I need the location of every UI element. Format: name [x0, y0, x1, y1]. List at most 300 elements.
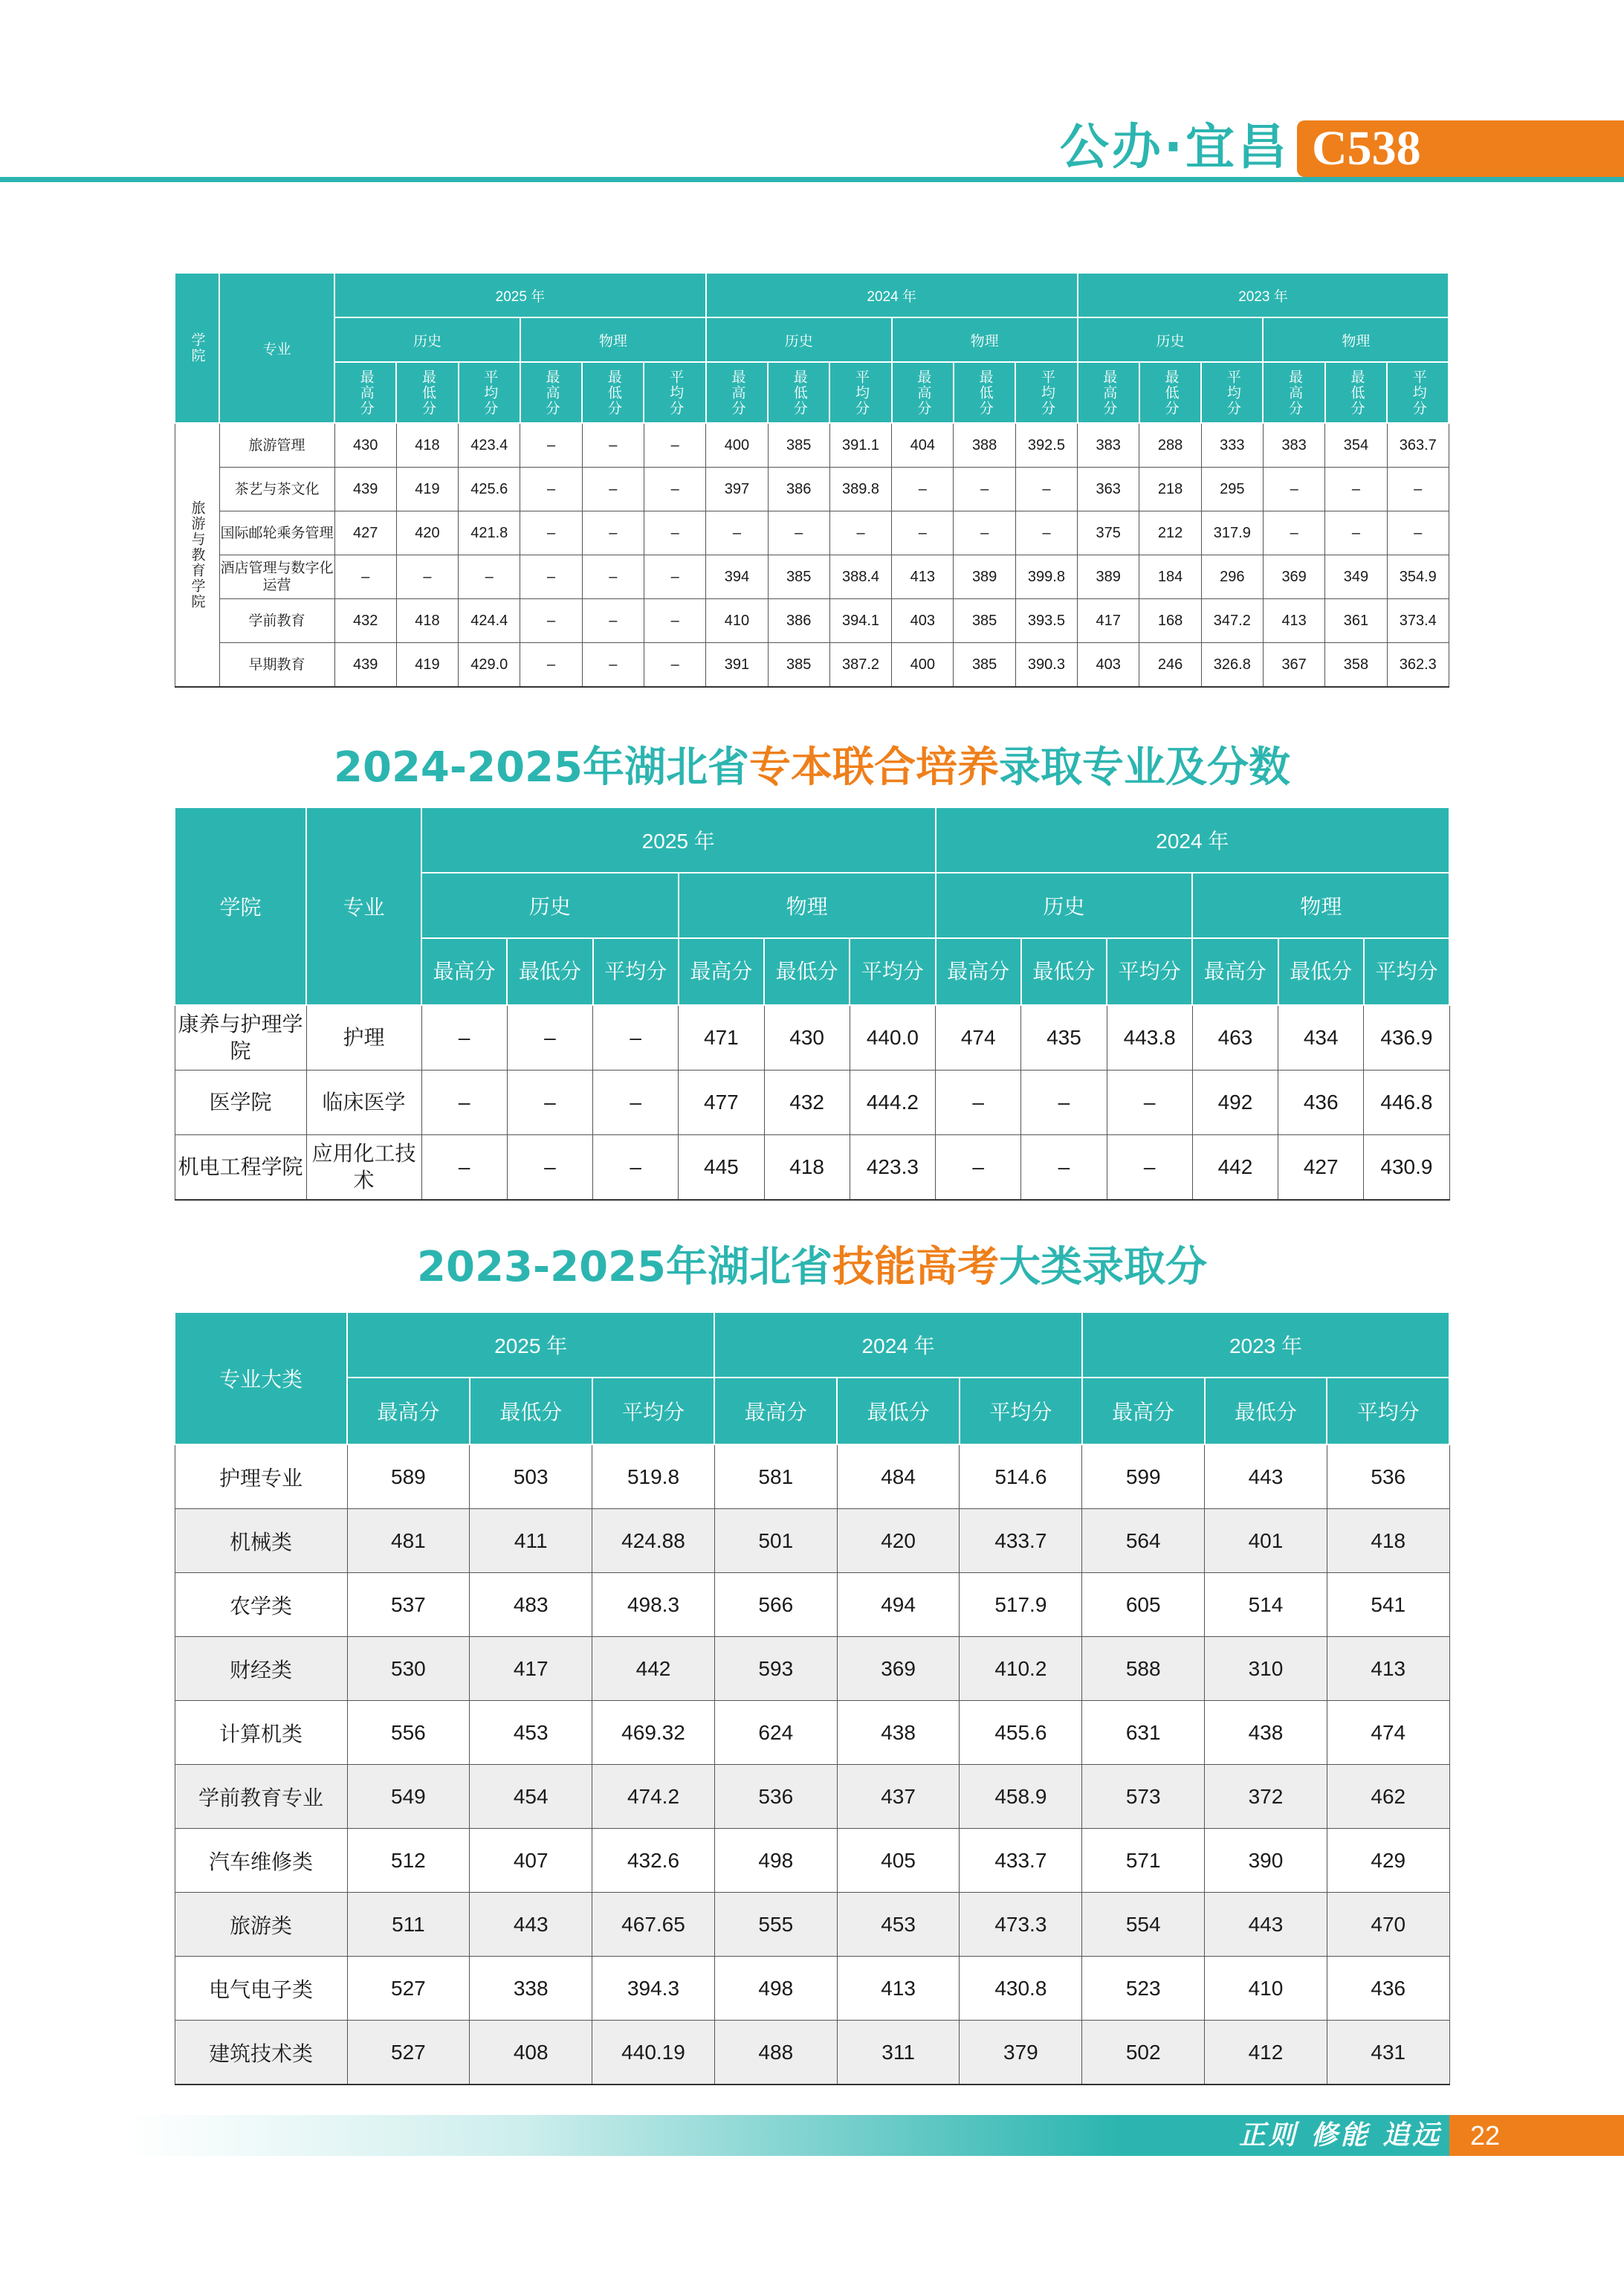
metric-header: 平均分: [1201, 362, 1263, 423]
score-cell: 471: [679, 1005, 764, 1071]
score-cell: 383: [1263, 423, 1324, 468]
table-row: [175, 1957, 1449, 2021]
subject-header: 物理: [892, 317, 1078, 362]
metric-header: 最低分: [954, 362, 1015, 423]
table-row: [175, 1135, 1449, 1201]
section-title-pre: 2024-2025年湖北省: [334, 743, 749, 792]
score-cell: –: [706, 511, 768, 555]
score-cell: 498.3: [592, 1573, 715, 1637]
metric-header: 平均分: [829, 362, 891, 423]
score-cell: 437: [837, 1765, 960, 1829]
score-cell: 523: [1082, 1957, 1205, 2021]
score-cell: 424.4: [459, 599, 520, 643]
score-cell: 184: [1139, 555, 1201, 599]
score-cell: 218: [1139, 468, 1201, 511]
score-cell: –: [644, 468, 705, 511]
score-cell: 564: [1082, 1509, 1205, 1573]
section-title-pre: 2023-2025年湖北省: [417, 1243, 832, 1291]
score-cell: 474: [936, 1005, 1021, 1071]
score-cell: –: [954, 511, 1015, 555]
metric-header: 最低分: [1278, 938, 1364, 1005]
score-cell: 417: [1078, 599, 1139, 643]
college-cell: 旅游与教育学院: [175, 423, 219, 687]
metric-header: 最低分: [764, 938, 850, 1005]
score-cell: –: [582, 555, 644, 599]
score-cell: 423.4: [459, 423, 520, 468]
score-cell: 421.8: [459, 511, 520, 555]
score-cell: 413: [892, 555, 954, 599]
score-cell: 310: [1205, 1637, 1327, 1701]
major-cell: 应用化工技术: [306, 1135, 421, 1201]
major-header: 专业: [219, 273, 334, 423]
score-cell: 433.7: [960, 1509, 1082, 1573]
score-cell: 379: [960, 2021, 1082, 2085]
score-cell: –: [892, 468, 954, 511]
score-cell: –: [936, 1071, 1021, 1135]
score-cell: –: [644, 643, 705, 688]
college-cell: 机电工程学院: [175, 1135, 306, 1201]
footer-page-badge: [1449, 2115, 1624, 2156]
score-cell: 399.8: [1015, 555, 1077, 599]
subject-header: 历史: [706, 317, 892, 362]
category-cell: 财经类: [175, 1637, 347, 1701]
score-cell: 363.7: [1387, 423, 1449, 468]
score-cell: 311: [837, 2021, 960, 2085]
score-cell: –: [892, 511, 954, 555]
college-header: 学院: [175, 807, 306, 1005]
score-cell: 410.2: [960, 1637, 1082, 1701]
score-cell: 467.65: [592, 1893, 715, 1957]
category-cell: 机械类: [175, 1509, 347, 1573]
metric-header: 最高分: [679, 938, 764, 1005]
score-cell: –: [520, 511, 582, 555]
score-cell: 624: [714, 1701, 837, 1765]
metric-header: 最高分: [936, 938, 1021, 1005]
category-cell: 建筑技术类: [175, 2021, 347, 2085]
score-cell: 246: [1139, 643, 1201, 688]
section-title-post: 录取专业及分数: [998, 743, 1290, 792]
score-cell: 433.7: [960, 1829, 1082, 1893]
year-header: 2025 年: [421, 807, 936, 873]
score-cell: 369: [1263, 555, 1324, 599]
score-cell: 361: [1325, 599, 1387, 643]
score-cell: 349: [1325, 555, 1387, 599]
score-cell: 514.6: [960, 1444, 1082, 1509]
score-cell: 362.3: [1387, 643, 1449, 688]
table-row: [175, 555, 1449, 599]
score-cell: 400: [892, 643, 954, 688]
score-cell: 391: [706, 643, 768, 688]
score-cell: 408: [470, 2021, 592, 2085]
score-cell: 556: [347, 1701, 470, 1765]
category-cell: 农学类: [175, 1573, 347, 1637]
metric-header: 平均分: [960, 1378, 1082, 1444]
score-cell: 391.1: [829, 423, 891, 468]
score-cell: 385: [768, 555, 829, 599]
score-cell: 419: [396, 643, 458, 688]
table-joint-training-scores: [174, 807, 1450, 1201]
metric-header: 最低分: [768, 362, 829, 423]
score-cell: 511: [347, 1893, 470, 1957]
score-cell: –: [1263, 468, 1324, 511]
score-cell: 385: [954, 643, 1015, 688]
score-cell: 605: [1082, 1573, 1205, 1637]
score-cell: 442: [592, 1637, 715, 1701]
score-cell: 470: [1327, 1893, 1449, 1957]
score-cell: 427: [334, 511, 396, 555]
score-cell: 394.1: [829, 599, 891, 643]
score-cell: 434: [1278, 1005, 1364, 1071]
score-cell: 442: [1192, 1135, 1278, 1201]
score-cell: 435: [1021, 1005, 1107, 1071]
score-cell: –: [582, 643, 644, 688]
score-cell: –: [459, 555, 520, 599]
score-cell: 338: [470, 1957, 592, 2021]
score-cell: 503: [470, 1444, 592, 1509]
score-cell: 418: [396, 423, 458, 468]
score-cell: –: [1021, 1071, 1107, 1135]
score-cell: 430: [764, 1005, 850, 1071]
score-cell: 326.8: [1201, 643, 1263, 688]
score-cell: 430.8: [960, 1957, 1082, 2021]
header-code-badge: [1297, 120, 1624, 177]
score-cell: 444.2: [850, 1071, 935, 1135]
score-cell: 631: [1082, 1701, 1205, 1765]
score-cell: 481: [347, 1509, 470, 1573]
score-cell: –: [1107, 1071, 1192, 1135]
score-cell: –: [593, 1005, 679, 1071]
score-cell: –: [421, 1005, 507, 1071]
subject-header: 物理: [1263, 317, 1449, 362]
score-cell: –: [1325, 468, 1387, 511]
metric-header: 最高分: [892, 362, 954, 423]
year-header: 2025 年: [334, 273, 706, 317]
score-cell: 410: [1205, 1957, 1327, 2021]
score-cell: 394: [706, 555, 768, 599]
score-cell: –: [644, 555, 705, 599]
score-cell: 418: [396, 599, 458, 643]
score-cell: –: [1015, 511, 1077, 555]
metric-header: 平均分: [1015, 362, 1077, 423]
category-cell: 电气电子类: [175, 1957, 347, 2021]
score-cell: –: [644, 511, 705, 555]
score-cell: 436: [1278, 1071, 1364, 1135]
table-row: [175, 1829, 1449, 1893]
score-cell: 403: [892, 599, 954, 643]
footer-motto: 正则 修能 追远: [1238, 2120, 1442, 2151]
score-cell: –: [421, 1135, 507, 1201]
table-row: [175, 1701, 1449, 1765]
metric-header: 最低分: [396, 362, 458, 423]
metric-header: 最高分: [421, 938, 507, 1005]
score-cell: 432: [334, 599, 396, 643]
score-cell: 417: [470, 1637, 592, 1701]
table-row: [175, 599, 1449, 643]
category-cell: 学前教育专业: [175, 1765, 347, 1829]
metric-header: 最高分: [1263, 362, 1324, 423]
table-skill-exam-scores: [174, 1311, 1450, 2085]
score-cell: 425.6: [459, 468, 520, 511]
score-cell: 420: [396, 511, 458, 555]
score-cell: 589: [347, 1444, 470, 1509]
score-cell: 363: [1078, 468, 1139, 511]
score-cell: –: [1107, 1135, 1192, 1201]
score-cell: 477: [679, 1071, 764, 1135]
score-cell: 296: [1201, 555, 1263, 599]
score-cell: –: [768, 511, 829, 555]
score-cell: 527: [347, 2021, 470, 2085]
metric-header: 最低分: [1139, 362, 1201, 423]
metric-header: 平均分: [1107, 938, 1192, 1005]
score-cell: 403: [1078, 643, 1139, 688]
score-cell: 566: [714, 1573, 837, 1637]
metric-header: 最低分: [582, 362, 644, 423]
major-cell: 旅游管理: [219, 423, 334, 468]
score-cell: 474.2: [592, 1765, 715, 1829]
score-cell: –: [829, 511, 891, 555]
subject-header: 历史: [334, 317, 520, 362]
score-cell: 411: [470, 1509, 592, 1573]
score-cell: 573: [1082, 1765, 1205, 1829]
table-row: [175, 1765, 1449, 1829]
score-cell: 443: [470, 1893, 592, 1957]
score-cell: 317.9: [1201, 511, 1263, 555]
score-cell: 369: [837, 1637, 960, 1701]
score-cell: –: [396, 555, 458, 599]
year-header: 2024 年: [714, 1312, 1081, 1378]
score-cell: 418: [764, 1135, 850, 1201]
metric-header: 最高分: [1078, 362, 1139, 423]
score-cell: 484: [837, 1444, 960, 1509]
metric-header: 最高分: [1082, 1378, 1205, 1444]
score-cell: –: [520, 423, 582, 468]
score-cell: 440.19: [592, 2021, 715, 2085]
score-cell: 430: [334, 423, 396, 468]
metric-header: 最低分: [1205, 1378, 1327, 1444]
score-cell: 436: [1327, 1957, 1449, 2021]
score-cell: 469.32: [592, 1701, 715, 1765]
table-row: [175, 1071, 1449, 1135]
score-cell: 401: [1205, 1509, 1327, 1573]
metric-header: 最低分: [1325, 362, 1387, 423]
score-cell: 445: [679, 1135, 764, 1201]
score-cell: 514: [1205, 1573, 1327, 1637]
score-cell: 295: [1201, 468, 1263, 511]
category-cell: 汽车维修类: [175, 1829, 347, 1893]
score-cell: –: [520, 599, 582, 643]
section-title-post: 大类录取分: [998, 1243, 1207, 1291]
score-cell: 599: [1082, 1444, 1205, 1509]
score-cell: 453: [470, 1701, 592, 1765]
table-row: [175, 1005, 1449, 1071]
score-cell: 536: [714, 1765, 837, 1829]
score-cell: 436.9: [1364, 1005, 1449, 1071]
subject-header: 历史: [1078, 317, 1264, 362]
score-cell: 492: [1192, 1071, 1278, 1135]
subject-header: 历史: [421, 873, 679, 938]
table-row: [175, 1893, 1449, 1957]
score-cell: –: [936, 1135, 1021, 1201]
table-row: [175, 468, 1449, 511]
major-cell: 国际邮轮乘务管理: [219, 511, 334, 555]
score-cell: 386: [768, 599, 829, 643]
score-cell: 502: [1082, 2021, 1205, 2085]
score-cell: –: [582, 599, 644, 643]
metric-header: 最高分: [334, 362, 396, 423]
score-cell: 488: [714, 2021, 837, 2085]
metric-header: 平均分: [1327, 1378, 1449, 1444]
score-cell: 439: [334, 468, 396, 511]
score-cell: –: [1015, 468, 1077, 511]
score-cell: 404: [892, 423, 954, 468]
score-cell: 390.3: [1015, 643, 1077, 688]
score-cell: 410: [706, 599, 768, 643]
table-row: [175, 1573, 1449, 1637]
score-cell: –: [1387, 468, 1449, 511]
score-cell: –: [520, 468, 582, 511]
score-cell: 554: [1082, 1893, 1205, 1957]
metric-header: 平均分: [644, 362, 705, 423]
score-cell: 413: [1327, 1637, 1449, 1701]
score-cell: –: [582, 423, 644, 468]
table-tourism-scores: [174, 272, 1449, 688]
score-cell: 453: [837, 1893, 960, 1957]
score-cell: 386: [768, 468, 829, 511]
score-cell: –: [507, 1135, 592, 1201]
major-cell: 学前教育: [219, 599, 334, 643]
score-cell: 168: [1139, 599, 1201, 643]
score-cell: 593: [714, 1637, 837, 1701]
metric-header: 最低分: [837, 1378, 960, 1444]
score-cell: 385: [768, 423, 829, 468]
score-cell: 392.5: [1015, 423, 1077, 468]
score-cell: 454: [470, 1765, 592, 1829]
score-cell: 394.3: [592, 1957, 715, 2021]
score-cell: 537: [347, 1573, 470, 1637]
score-cell: 446.8: [1364, 1071, 1449, 1135]
table-row: [175, 643, 1449, 688]
subject-header: 物理: [679, 873, 936, 938]
metric-header: 平均分: [593, 938, 679, 1005]
score-cell: 430.9: [1364, 1135, 1449, 1201]
score-cell: 483: [470, 1573, 592, 1637]
score-cell: 519.8: [592, 1444, 715, 1509]
metric-header: 最高分: [714, 1378, 837, 1444]
metric-header: 平均分: [459, 362, 520, 423]
score-cell: 517.9: [960, 1573, 1082, 1637]
category-cell: 计算机类: [175, 1701, 347, 1765]
score-cell: 438: [1205, 1701, 1327, 1765]
score-cell: 541: [1327, 1573, 1449, 1637]
score-cell: 390: [1205, 1829, 1327, 1893]
score-cell: 443: [1205, 1893, 1327, 1957]
score-cell: 389: [954, 555, 1015, 599]
section-title-joint-training: [0, 734, 1624, 794]
score-cell: –: [644, 599, 705, 643]
score-cell: 555: [714, 1893, 837, 1957]
score-cell: 373.4: [1387, 599, 1449, 643]
score-cell: 438: [837, 1701, 960, 1765]
college-cell: 医学院: [175, 1071, 306, 1135]
score-cell: 420: [837, 1509, 960, 1573]
metric-header: 平均分: [850, 938, 935, 1005]
metric-header: 最低分: [1021, 938, 1107, 1005]
score-cell: 400: [706, 423, 768, 468]
score-cell: 443: [1205, 1444, 1327, 1509]
year-header: 2024 年: [706, 273, 1078, 317]
score-cell: 418: [1327, 1509, 1449, 1573]
score-cell: –: [520, 643, 582, 688]
score-cell: –: [520, 555, 582, 599]
score-cell: 413: [1263, 599, 1324, 643]
score-cell: 389: [1078, 555, 1139, 599]
section-title-skill-exam: [0, 1234, 1624, 1294]
score-cell: 498: [714, 1957, 837, 2021]
table-row: [175, 1444, 1449, 1509]
year-header: 2023 年: [1078, 273, 1449, 317]
score-cell: 212: [1139, 511, 1201, 555]
header-code: C538: [1312, 121, 1421, 175]
score-cell: –: [1387, 511, 1449, 555]
score-cell: 354: [1325, 423, 1387, 468]
category-cell: 旅游类: [175, 1893, 347, 1957]
table-row: [175, 511, 1449, 555]
score-cell: –: [507, 1071, 592, 1135]
score-cell: 387.2: [829, 643, 891, 688]
category-cell: 护理专业: [175, 1444, 347, 1509]
score-cell: 393.5: [1015, 599, 1077, 643]
header-divider: [0, 177, 1624, 182]
score-cell: 443.8: [1107, 1005, 1192, 1071]
score-cell: 288: [1139, 423, 1201, 468]
major-cell: 早期教育: [219, 643, 334, 688]
major-header: 专业: [306, 807, 421, 1005]
score-cell: 383: [1078, 423, 1139, 468]
category-header: 专业大类: [175, 1312, 347, 1444]
major-cell: 酒店管理与数字化运营: [219, 555, 334, 599]
metric-header: 平均分: [1387, 362, 1449, 423]
table-row: [175, 1637, 1449, 1701]
score-cell: 354.9: [1387, 555, 1449, 599]
score-cell: 375: [1078, 511, 1139, 555]
score-cell: 527: [347, 1957, 470, 2021]
score-cell: 367: [1263, 643, 1324, 688]
subject-header: 物理: [1192, 873, 1449, 938]
score-cell: –: [1325, 511, 1387, 555]
score-cell: 431: [1327, 2021, 1449, 2085]
score-cell: 372: [1205, 1765, 1327, 1829]
metric-header: 最高分: [706, 362, 768, 423]
subject-header: 物理: [520, 317, 706, 362]
score-cell: 413: [837, 1957, 960, 2021]
score-cell: 405: [837, 1829, 960, 1893]
score-cell: 474: [1327, 1701, 1449, 1765]
score-cell: –: [582, 511, 644, 555]
score-cell: –: [421, 1071, 507, 1135]
score-cell: 388: [954, 423, 1015, 468]
score-cell: 429.0: [459, 643, 520, 688]
score-cell: 571: [1082, 1829, 1205, 1893]
metric-header: 平均分: [592, 1378, 715, 1444]
score-cell: 473.3: [960, 1893, 1082, 1957]
score-cell: –: [1263, 511, 1324, 555]
major-cell: 临床医学: [306, 1071, 421, 1135]
score-cell: 439: [334, 643, 396, 688]
metric-header: 最高分: [1192, 938, 1278, 1005]
score-cell: 424.88: [592, 1509, 715, 1573]
score-cell: –: [593, 1071, 679, 1135]
score-cell: 419: [396, 468, 458, 511]
